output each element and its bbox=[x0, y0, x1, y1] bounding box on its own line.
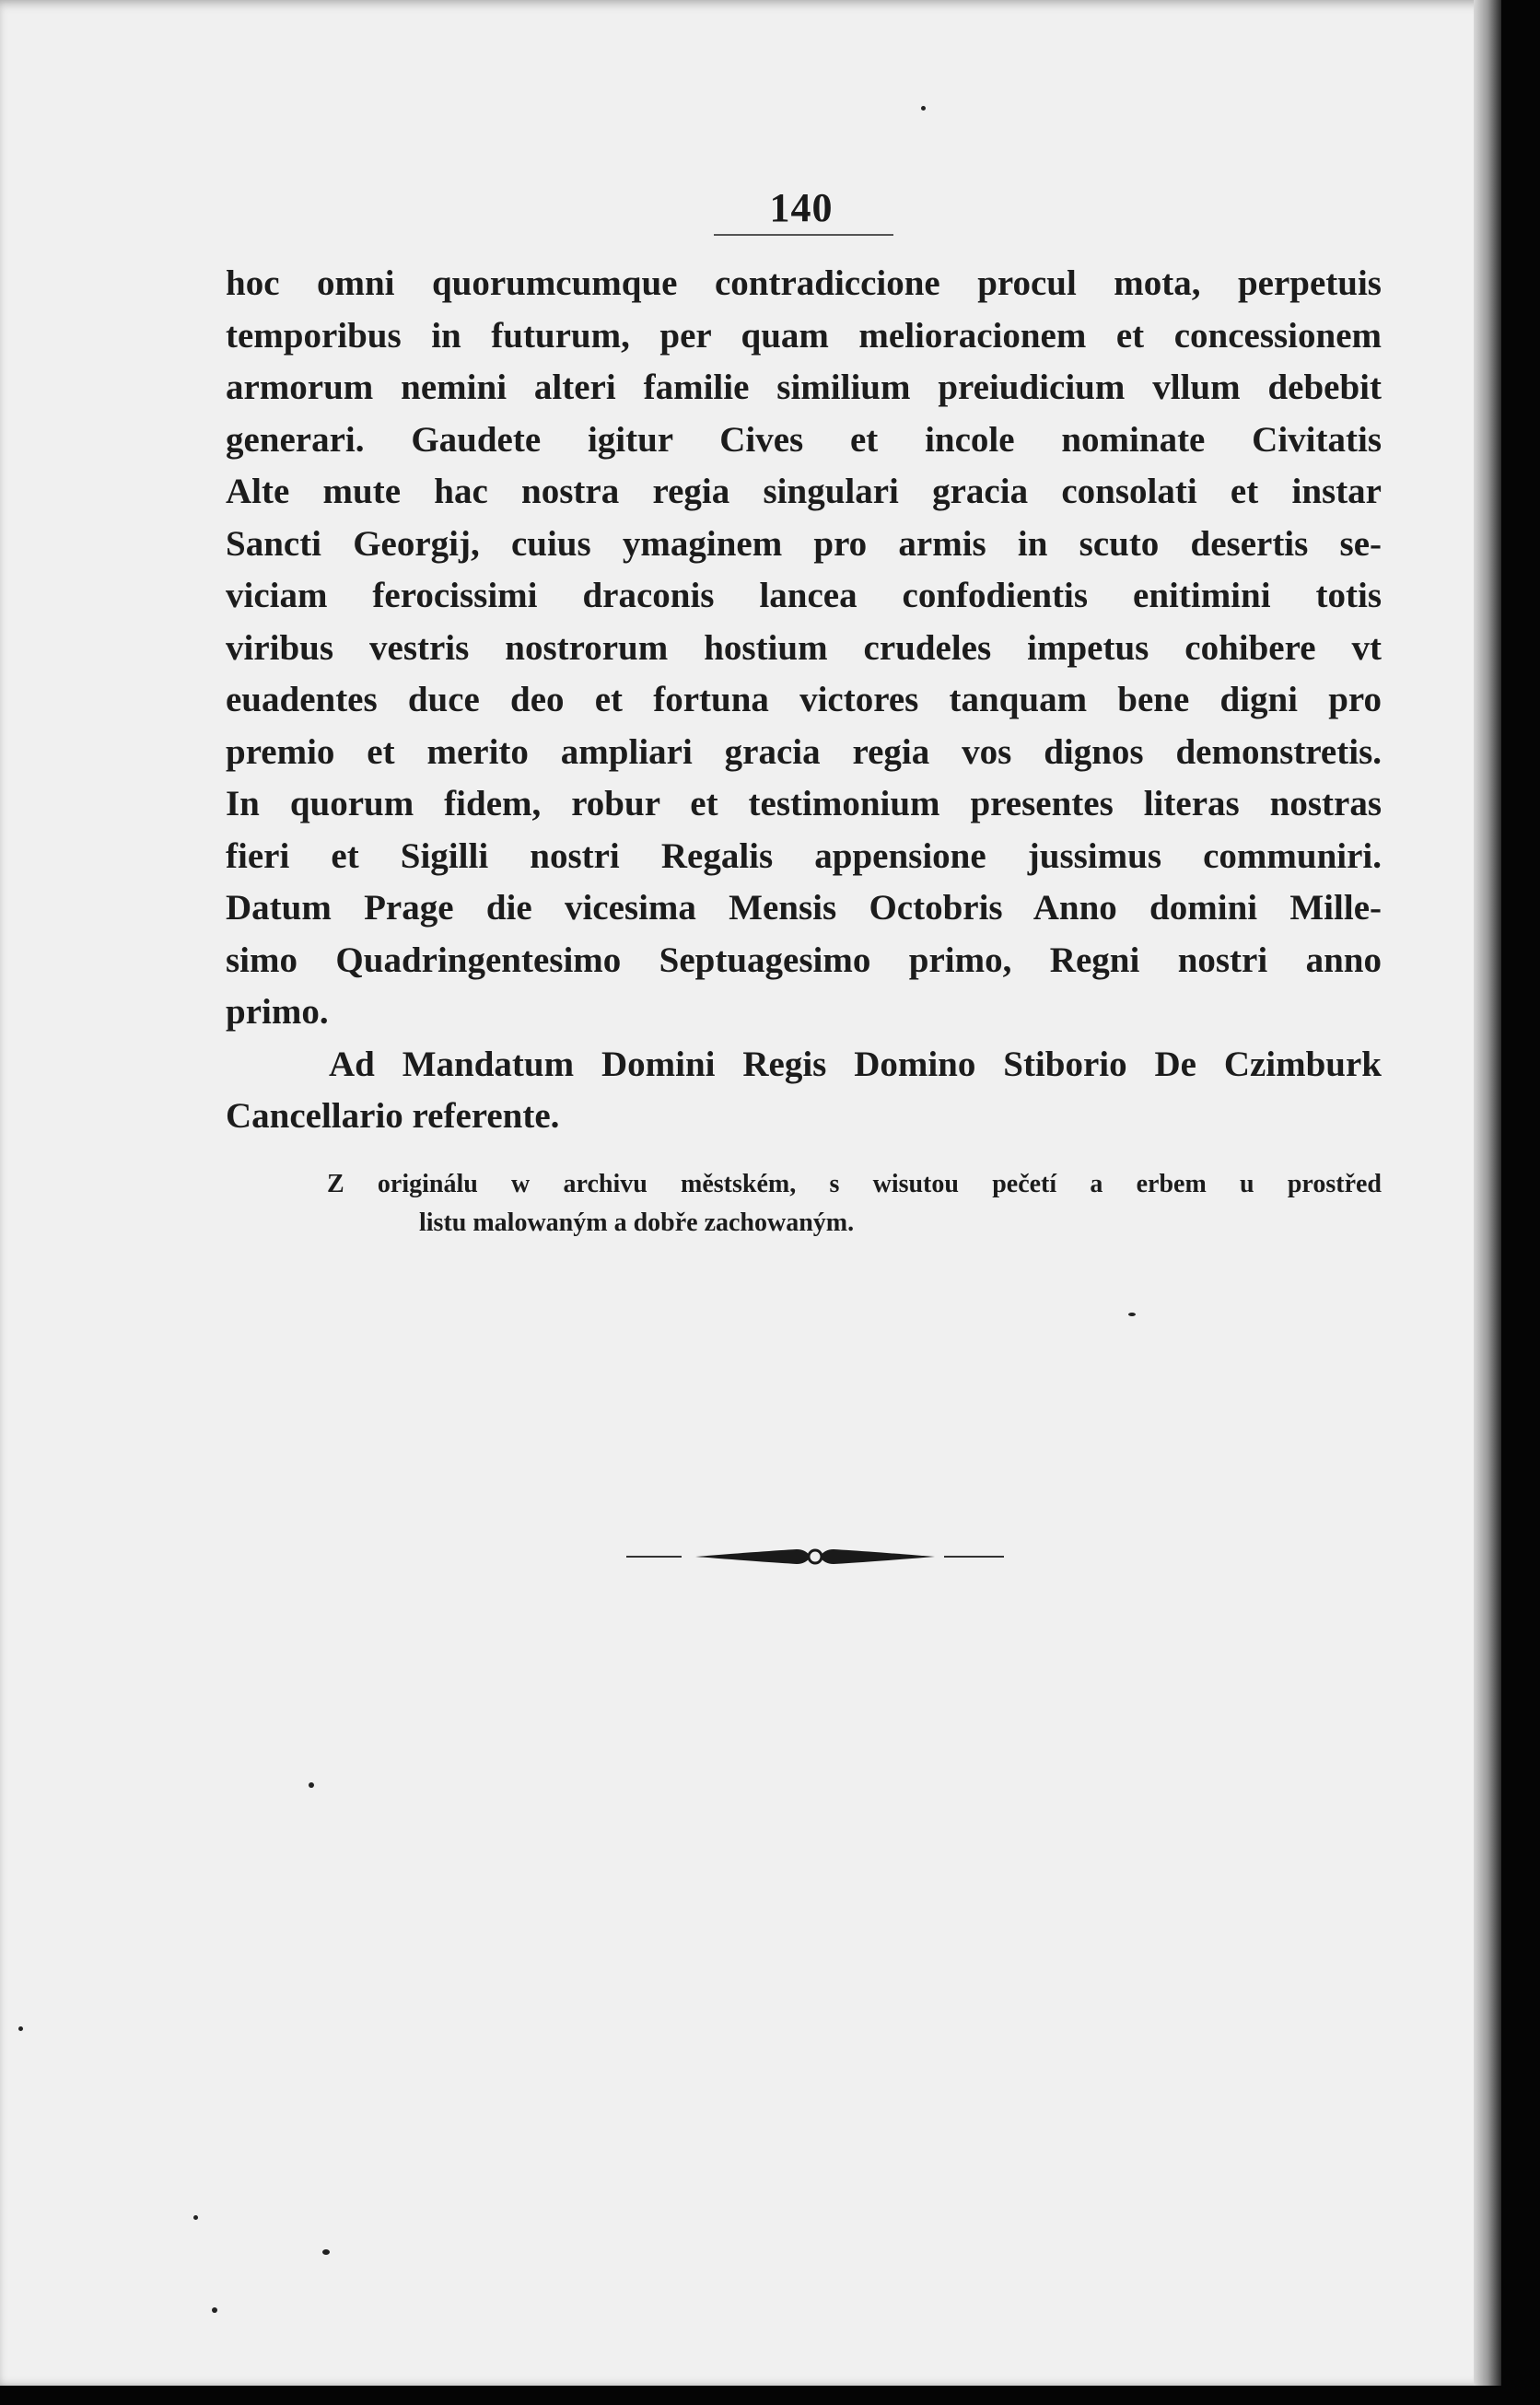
paper-speck bbox=[1128, 1313, 1136, 1316]
page-edge-shadow bbox=[1474, 0, 1501, 2386]
body-line: generari. Gaudete igitur Cives et incole nominate Civitatis bbox=[226, 419, 1382, 460]
source-note-line: Z originálu w archivu městském, s wisutou pečetí a erbem u prostřed bbox=[327, 1170, 1382, 1198]
paper-speck bbox=[322, 2249, 330, 2255]
page-number: 140 bbox=[769, 185, 834, 230]
body-line: hoc omni quorumcumque contradiccione procul mota, perpetuis bbox=[226, 263, 1382, 303]
paper-speck bbox=[921, 106, 926, 111]
body-line: simo Quadringentesimo Septuagesimo primo, Regni nostri anno bbox=[226, 940, 1382, 980]
body-line: In quorum fidem, robur et testimonium presentes literas nostras bbox=[226, 784, 1382, 823]
paper-speck bbox=[212, 2307, 217, 2313]
body-line: premio et merito ampliari gracia regia vos dignos demonstretis. bbox=[226, 731, 1382, 772]
body-line: viciam ferocissimi draconis lancea confodientis enitimini totis bbox=[226, 576, 1382, 615]
body-text bbox=[226, 258, 1382, 1143]
paper-speck bbox=[18, 2026, 23, 2031]
body-line: temporibus in futurum, per quam melioracionem et concessionem bbox=[226, 315, 1382, 356]
body-line: Alte mute hac nostra regia singulari gracia consolati et instar bbox=[226, 472, 1382, 511]
source-note bbox=[226, 1165, 1382, 1243]
page-number-rule bbox=[714, 234, 893, 236]
body-line: euadentes duce deo et fortuna victores tanquam bene digni pro bbox=[226, 680, 1382, 719]
mandate-line: Ad Mandatum Domini Regis Domino Stiborio De Czimburk bbox=[329, 1044, 1382, 1084]
body-line: primo. bbox=[226, 992, 329, 1032]
source-note-line: listu malowaným a dobře zachowaným. bbox=[419, 1208, 855, 1237]
body-line: fieri et Sigilli nostri Regalis appensione jussimus communiri. bbox=[226, 835, 1382, 876]
paper-speck bbox=[193, 2215, 198, 2220]
paper-speck bbox=[309, 1782, 314, 1788]
body-line: armorum nemini alteri familie similium preiudicium vllum debebit bbox=[226, 368, 1382, 407]
body-line: viribus vestris nostrorum hostium crudeles impetus cohibere vt bbox=[226, 627, 1382, 668]
mandate-line: Cancellario referente. bbox=[226, 1096, 560, 1136]
flourish-divider-icon bbox=[626, 1540, 1004, 1573]
body-line: Datum Prage die vicesima Mensis Octobris Anno domini Mille- bbox=[226, 888, 1382, 928]
body-line: Sancti Georgij, cuius ymaginem pro armis in scuto desertis se- bbox=[226, 523, 1382, 564]
